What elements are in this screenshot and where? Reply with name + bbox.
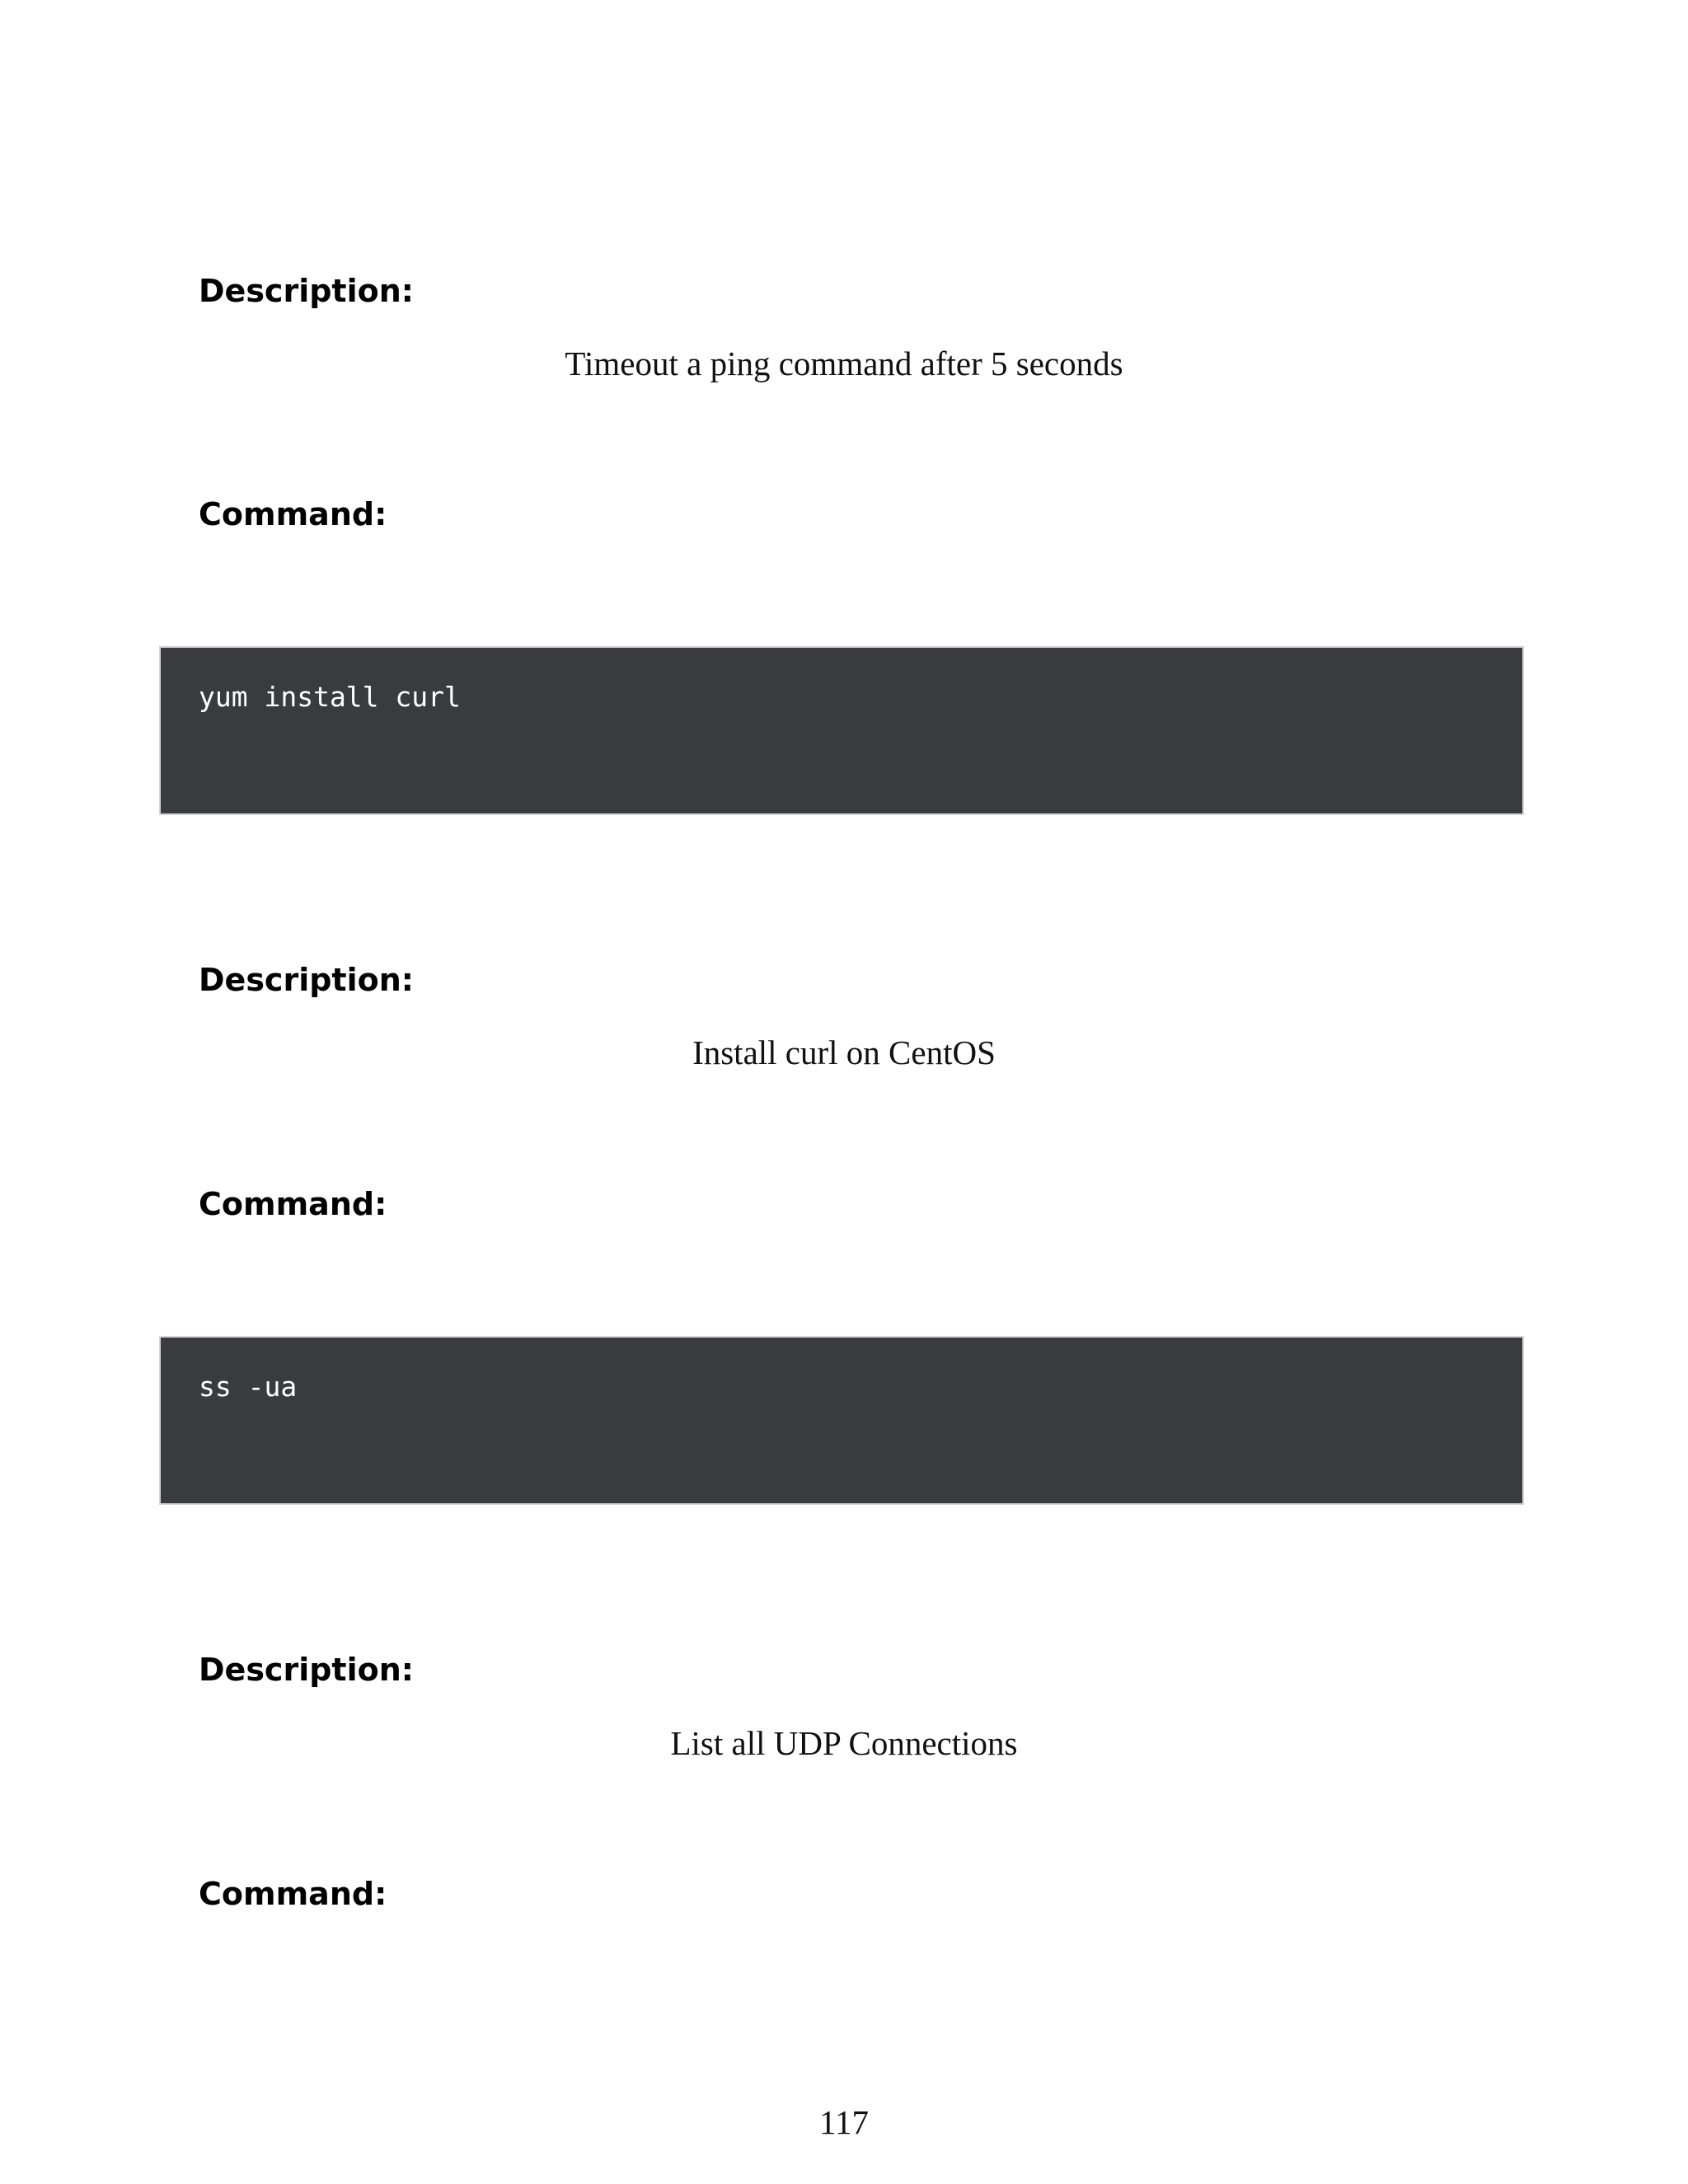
description-text: Install curl on CentOS (692, 1033, 996, 1071)
description-text: Timeout a ping command after 5 seconds (565, 344, 1123, 382)
command-code: yum install curl (199, 681, 461, 713)
code-block (159, 1336, 1524, 1505)
page-number: 117 (819, 2103, 869, 2141)
description-label: Description: (199, 962, 414, 998)
code-block (159, 646, 1524, 815)
description-text: List all UDP Connections (670, 1724, 1018, 1762)
command-code: ss -ua (199, 1371, 298, 1403)
command-label: Command: (199, 496, 387, 532)
command-label: Command: (199, 1186, 387, 1222)
description-label: Description: (199, 273, 414, 309)
command-label: Command: (199, 1876, 387, 1912)
description-label: Description: (199, 1652, 414, 1688)
